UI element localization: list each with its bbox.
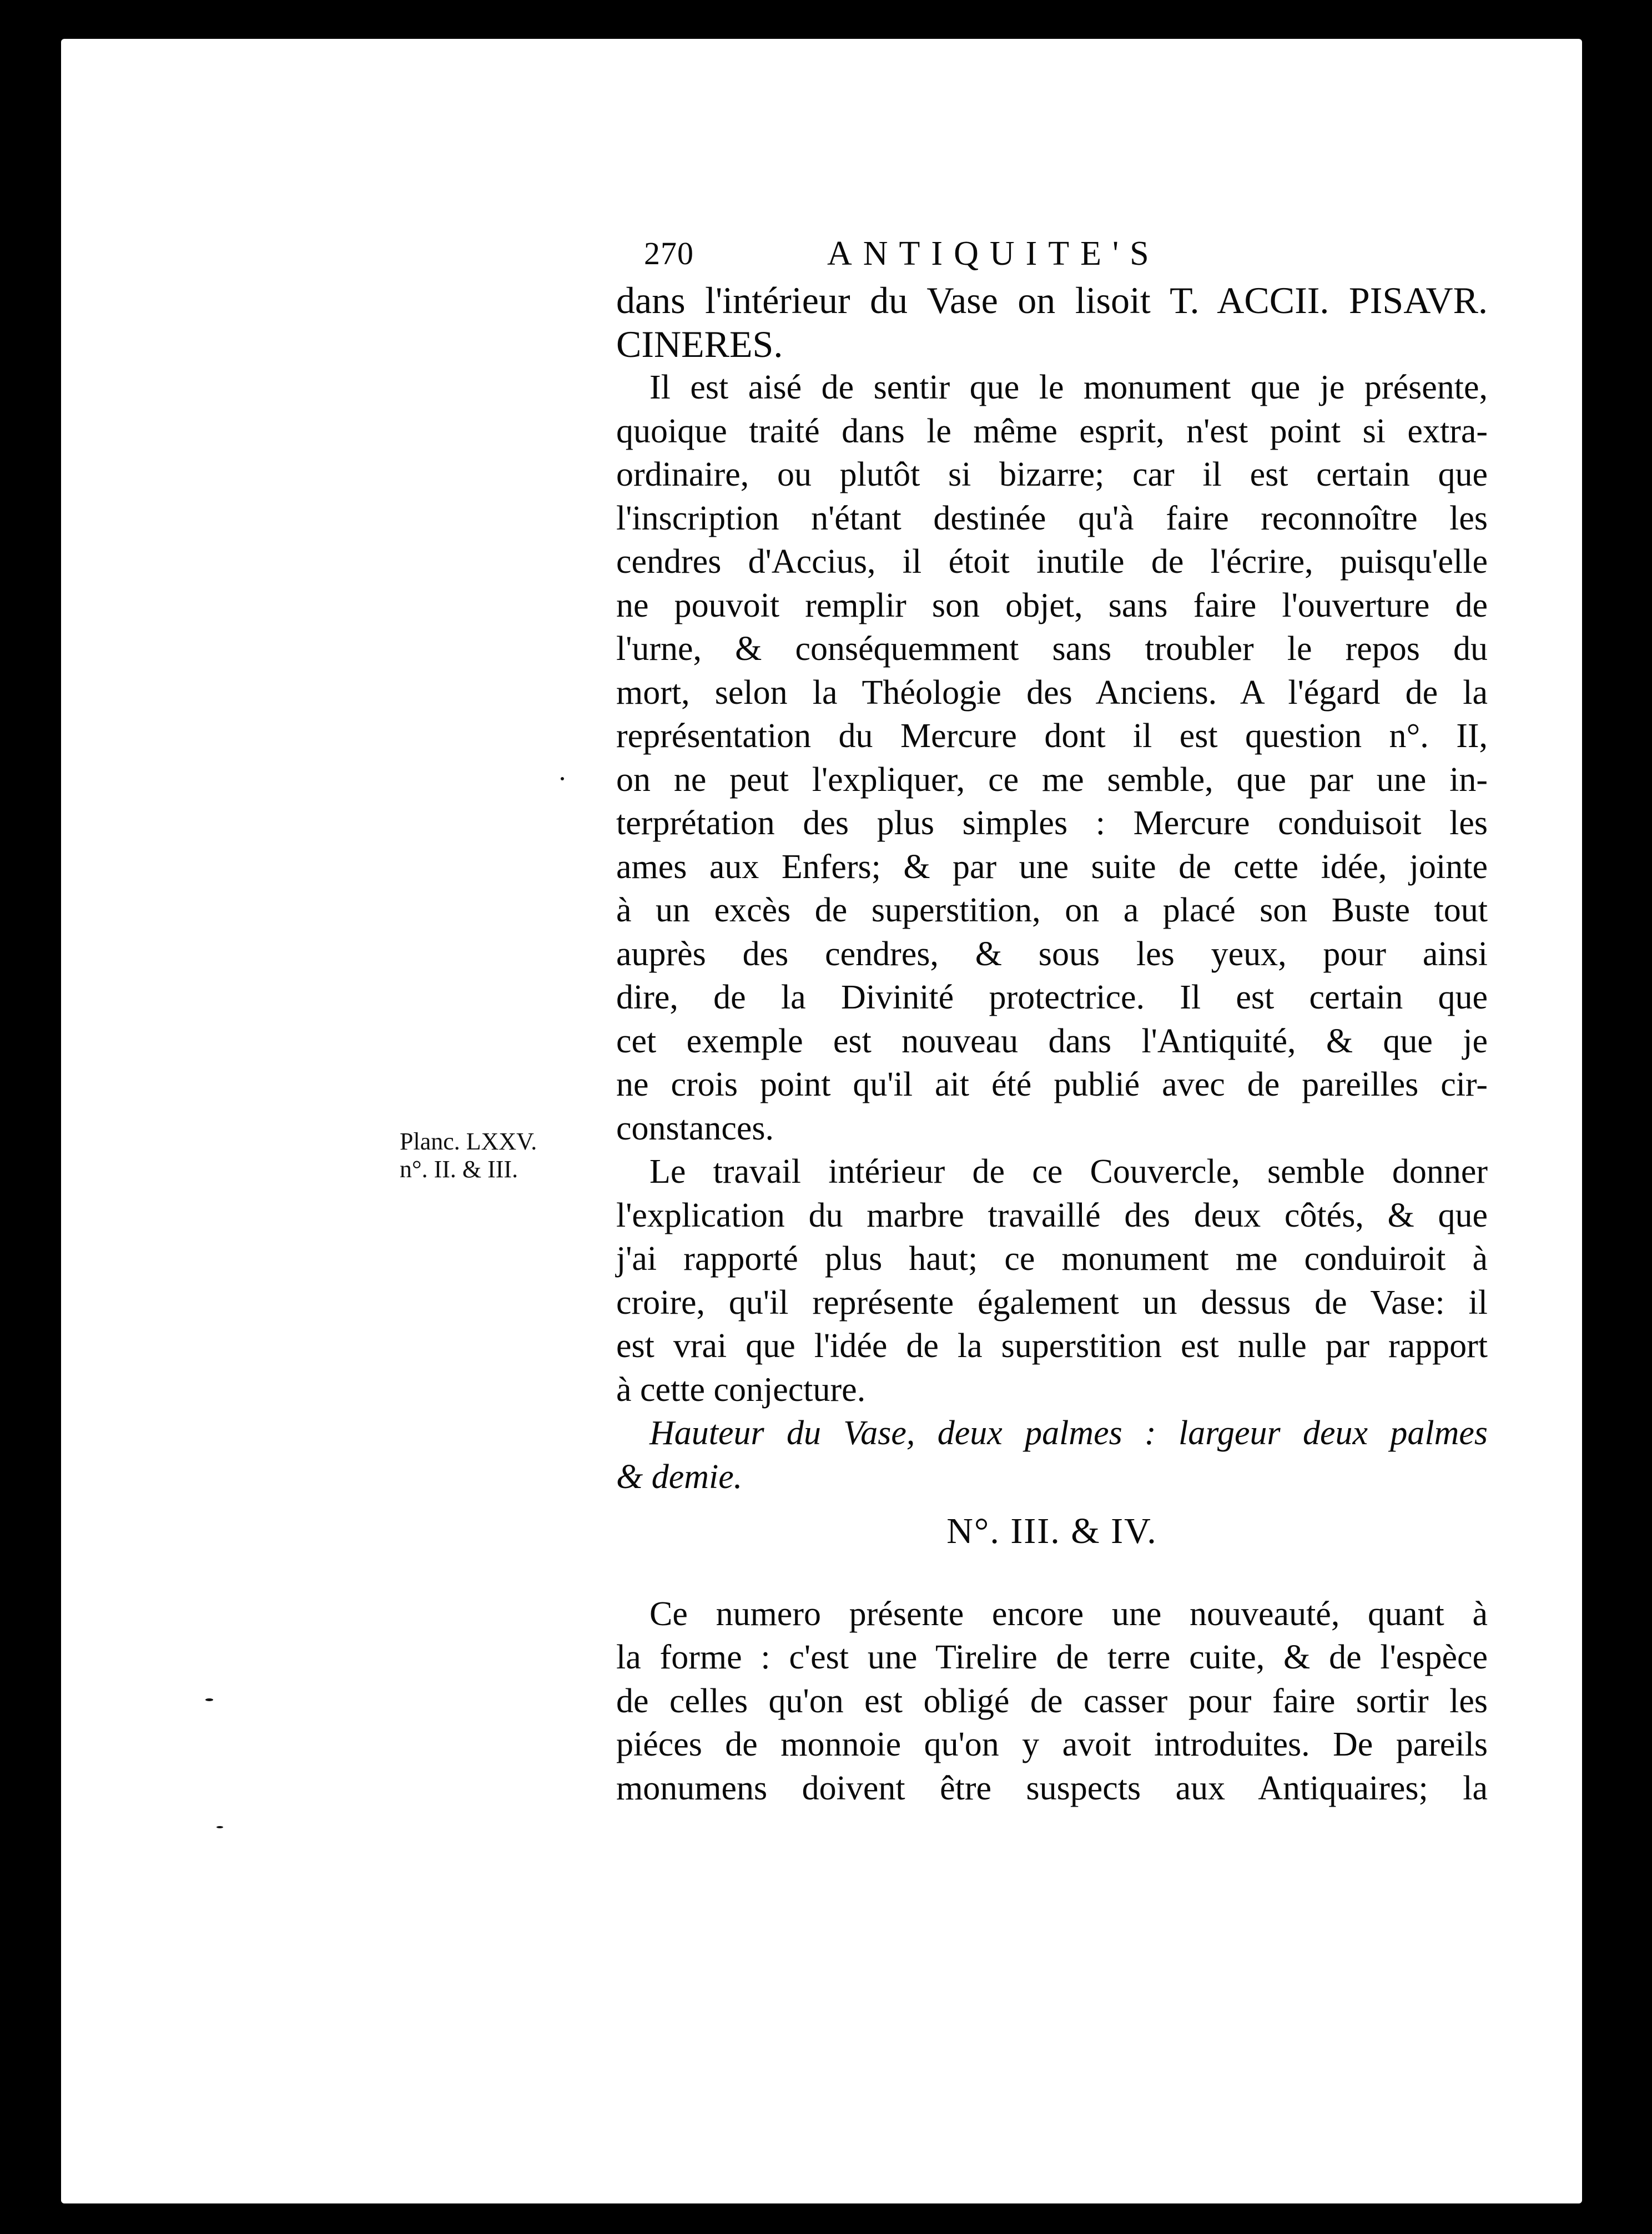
- text-line: dire, de la Divinité protectrice. Il est certain que: [616, 979, 1488, 1016]
- text-line: Ce numero présente encore une nouveauté, quant à: [649, 1595, 1488, 1633]
- main-text: [616, 232, 1488, 1810]
- ink-speck: [205, 1698, 213, 1701]
- text-line: cendres d'Accius, il étoit inutile de l'écrire, puisqu'elle: [616, 543, 1488, 581]
- paragraph-2: [616, 1150, 1488, 1411]
- text-line: ordinaire, ou plutôt si bizarre; car il est certain que: [616, 456, 1488, 493]
- text-line: la forme : c'est une Tirelire de terre cuite, & de l'espèce: [616, 1638, 1488, 1676]
- margin-note-plate: Planc. LXXV.: [400, 1128, 537, 1155]
- text-line: CINERES.: [616, 322, 783, 365]
- margin-note-numbers: n°. II. & III.: [400, 1156, 518, 1183]
- text-line: représentation du Mercure dont il est question n°. II,: [616, 717, 1488, 755]
- text-line: l'inscription n'étant destinée qu'à faire reconnoître les: [616, 499, 1488, 537]
- text-line: à un excès de superstition, on a placé son Buste tout: [616, 891, 1488, 929]
- text-line: de celles qu'on est obligé de casser pour faire sortir les: [616, 1682, 1488, 1720]
- text-line: ne crois point qu'il ait été publié avec de pareilles cir-: [616, 1066, 1488, 1103]
- text-line: mort, selon la Théologie des Anciens. A l'égard de la: [616, 673, 1488, 712]
- text-line: constances.: [616, 1109, 774, 1147]
- ink-speck: [561, 777, 564, 780]
- text-line: Hauteur du Vase, deux palmes : largeur deux palmes: [649, 1414, 1488, 1452]
- text-line: terprétation des plus simples : Mercure conduisoit les: [616, 804, 1488, 842]
- text-line: auprès des cendres, & sous les yeux, pour ainsi: [616, 935, 1488, 973]
- text-line: monumens doivent être suspects aux Antiquaires; la: [616, 1769, 1488, 1807]
- text-line: j'ai rapporté plus haut; ce monument me conduiroit à: [616, 1240, 1488, 1278]
- text-line: cet exemple est nouveau dans l'Antiquité, & que je: [616, 1022, 1488, 1060]
- margin-note: [400, 1128, 537, 1183]
- text-line: est vrai que l'idée de la superstition est nulle par rapport: [616, 1327, 1488, 1365]
- paragraph-3: [616, 1592, 1488, 1811]
- paragraph-1: [616, 366, 1488, 1150]
- text-line: ames aux Enfers; & par une suite de cette idée, jointe: [616, 848, 1488, 886]
- text-line: & demie.: [616, 1458, 743, 1496]
- page-number: 270: [644, 235, 694, 271]
- text-line: piéces de monnoie qu'on y avoit introduites. De pareils: [616, 1726, 1488, 1763]
- text-line: quoique traité dans le même esprit, n'est point si extra-: [616, 412, 1488, 450]
- text-line: ne pouvoit remplir son objet, sans faire l'ouverture de: [616, 586, 1488, 624]
- text-line: Le travail intérieur de ce Couvercle, semble donner: [649, 1153, 1488, 1191]
- running-title: ANTIQUITE'S: [827, 235, 1160, 273]
- intro: [616, 279, 1488, 366]
- text-line: l'urne, & conséquemment sans troubler le repos du: [616, 630, 1488, 668]
- text-line: l'explication du marbre travaillé des deux côtés, & que: [616, 1196, 1488, 1234]
- text-line: on ne peut l'expliquer, ce me semble, que par une in-: [616, 760, 1488, 799]
- text-line: à cette conjecture.: [616, 1370, 866, 1409]
- dimensions-note: [616, 1411, 1488, 1499]
- text-line: dans l'intérieur du Vase on lisoit T. ACCII. PISAVR.: [616, 279, 1488, 321]
- section-heading: N°. III. & IV.: [946, 1511, 1157, 1551]
- running-header: [616, 232, 1488, 278]
- text-line: Il est aisé de sentir que le monument que je présente,: [649, 369, 1488, 406]
- text-line: croire, qu'il représente également un dessus de Vase: il: [616, 1283, 1488, 1322]
- ink-speck: [216, 1826, 223, 1828]
